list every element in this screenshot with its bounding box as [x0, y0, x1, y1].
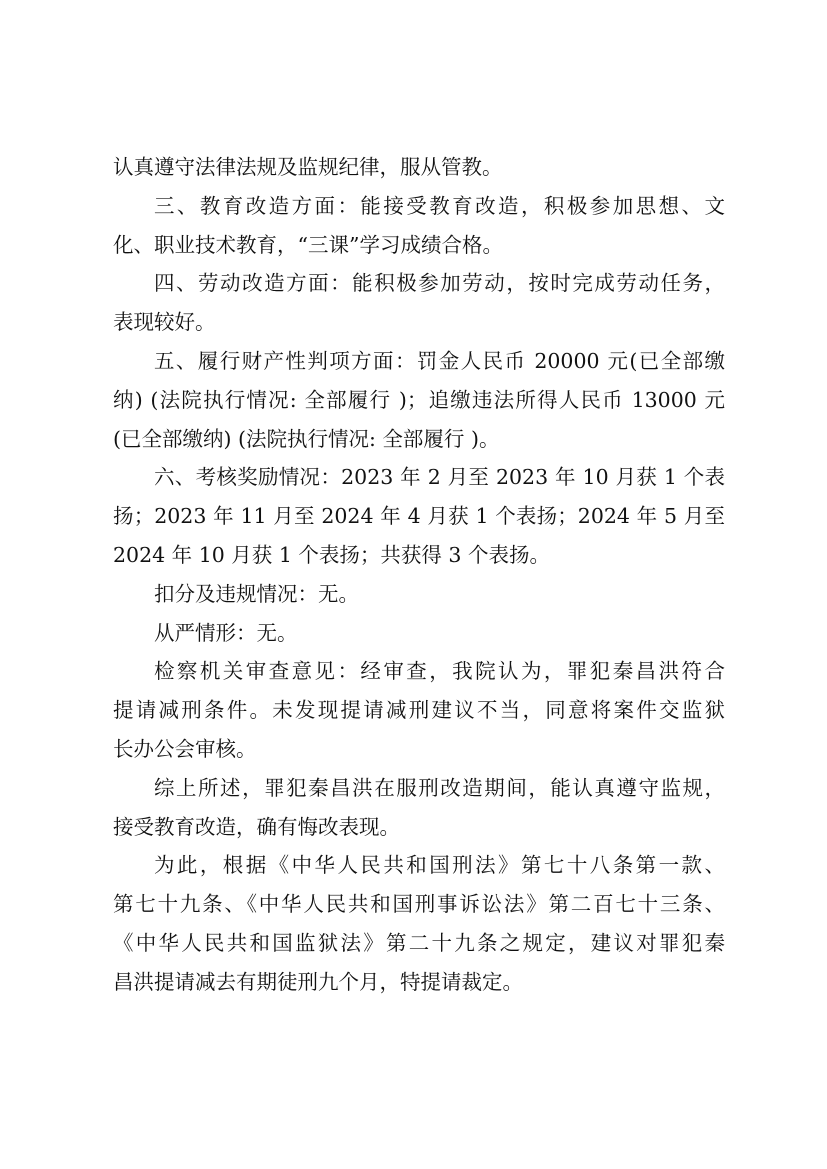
text-line: 提请减刑条件。未发现提请减刑建议不当，同意将案件交监狱: [113, 698, 725, 723]
text-line: 扬；2023 年 11 月至 2024 年 4 月获 1 个表扬；2024 年 5 月至: [113, 504, 725, 529]
text-line: 第七十九条、《中华人民共和国刑事诉讼法》第二百七十三条、: [113, 892, 725, 917]
text-line: 为此，根据《中华人民共和国刑法》第七十八条第一款、: [154, 853, 725, 878]
text-line: 扣分及违规情况：无。: [154, 581, 359, 606]
text-line: 五、履行财产性判项方面：罚金人民币 20000 元(已全部缴: [154, 348, 725, 373]
text-line: 四、劳动改造方面：能积极参加劳动，按时完成劳动任务，: [154, 271, 725, 296]
text-line: 认真遵守法律法规及监规纪律，服从管教。: [113, 155, 503, 179]
text-line: 接受教育改造，确有悔改表现。: [113, 814, 400, 839]
text-line: 从严情形：无。: [154, 620, 298, 645]
text-line: 检察机关审查意见：经审查，我院认为，罪犯秦昌洪符合: [154, 659, 725, 684]
text-line: 表现较好。: [113, 310, 216, 335]
text-line: 综上所述，罪犯秦昌洪在服刑改造期间，能认真遵守监规，: [154, 775, 725, 800]
document-body: [113, 148, 725, 1002]
text-line: 三、教育改造方面：能接受教育改造，积极参加思想、文: [154, 193, 725, 218]
text-line: 《中华人民共和国监狱法》第二十九条之规定，建议对罪犯秦: [113, 930, 725, 955]
text-line: 化、职业技术教育，“三课”学习成绩合格。: [113, 232, 503, 257]
text-line: 昌洪提请减去有期徒刑九个月，特提请裁定。: [113, 969, 523, 994]
text-line: 六、考核奖励情况：2023 年 2 月至 2023 年 10 月获 1 个表: [154, 465, 725, 490]
text-line: (已全部缴纳) (法院执行情况: 全部履行 )。: [113, 426, 500, 451]
text-line: 纳) (法院执行情况: 全部履行 )；追缴违法所得人民币 13000 元: [113, 387, 725, 412]
text-line: 长办公会审核。: [113, 736, 257, 761]
text-line: 2024 年 10 月获 1 个表扬；共获得 3 个表扬。: [113, 542, 550, 567]
